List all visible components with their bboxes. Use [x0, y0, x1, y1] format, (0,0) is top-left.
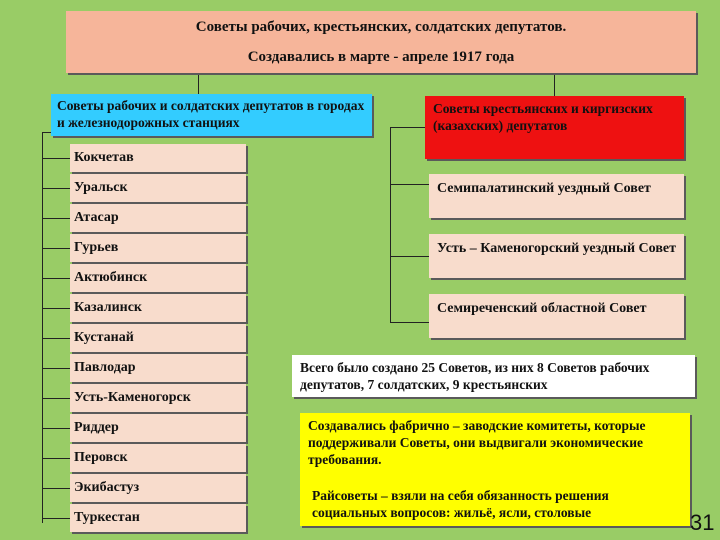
city-connector [42, 278, 70, 279]
connector-top-right [554, 73, 555, 96]
city-item: Казалинск [70, 294, 246, 322]
factory-committees-note: Создавались фабрично – заводские комитеты, которые поддерживали Советы, они выдвигали экономические требования. [308, 418, 646, 467]
city-connector [42, 338, 70, 339]
council-item: Семипалатинский уездный Совет [429, 174, 684, 218]
city-item: Павлодар [70, 354, 246, 382]
city-item: Экибастуз [70, 474, 246, 502]
council-connector [390, 256, 429, 257]
city-item: Атасар [70, 204, 246, 232]
council-item: Семиреченский областной Совет [429, 294, 684, 338]
city-connector [42, 518, 70, 519]
city-item: Риддер [70, 414, 246, 442]
city-item: Перовск [70, 444, 246, 472]
city-item: Кокчетав [70, 144, 246, 172]
header-title: Советы рабочих, крестьянских, солдатских депутатов. [195, 19, 567, 35]
city-connector [42, 428, 70, 429]
city-item: Актюбинск [70, 264, 246, 292]
city-connector [42, 158, 70, 159]
city-connector [42, 308, 70, 309]
council-item: Усть – Каменогорский уездный Совет [429, 234, 684, 278]
city-item: Туркестан [70, 504, 246, 532]
city-connector [42, 248, 70, 249]
header-subtitle: Создавались в марте - апреле 1917 года [247, 49, 515, 65]
connector-top-left [198, 73, 199, 94]
header-box [66, 11, 696, 73]
council-connector [390, 322, 429, 323]
council-connector [390, 184, 429, 185]
total-soviets-note: Всего было создано 25 Советов, из них 8 Советов рабочих депутатов, 7 солдатских, 9 крестьянских [292, 355, 695, 397]
city-item: Уральск [70, 174, 246, 202]
city-connector [42, 488, 70, 489]
city-connector [42, 188, 70, 189]
right-trunk-top [390, 127, 425, 128]
city-item: Кустанай [70, 324, 246, 352]
city-item: Гурьев [70, 234, 246, 262]
page-number: 31 [690, 510, 715, 535]
highlight-box [300, 413, 690, 526]
district-soviets-note: Райсоветы – взяли на себя обязанность решения социальных вопросов: жильё, ясли, столовые [312, 488, 609, 520]
peasants-soviets-box: Советы крестьянских и киргизских (казахских) депутатов [425, 96, 684, 159]
city-connector [42, 458, 70, 459]
workers-soviets-box: Советы рабочих и солдатских депутатов в городах и железнодорожных станциях [51, 94, 372, 136]
right-trunk-line [390, 127, 391, 322]
city-connector [42, 218, 70, 219]
city-connector [42, 398, 70, 399]
city-item: Усть-Каменогорск [70, 384, 246, 412]
left-trunk-line [42, 132, 43, 523]
city-connector [42, 368, 70, 369]
